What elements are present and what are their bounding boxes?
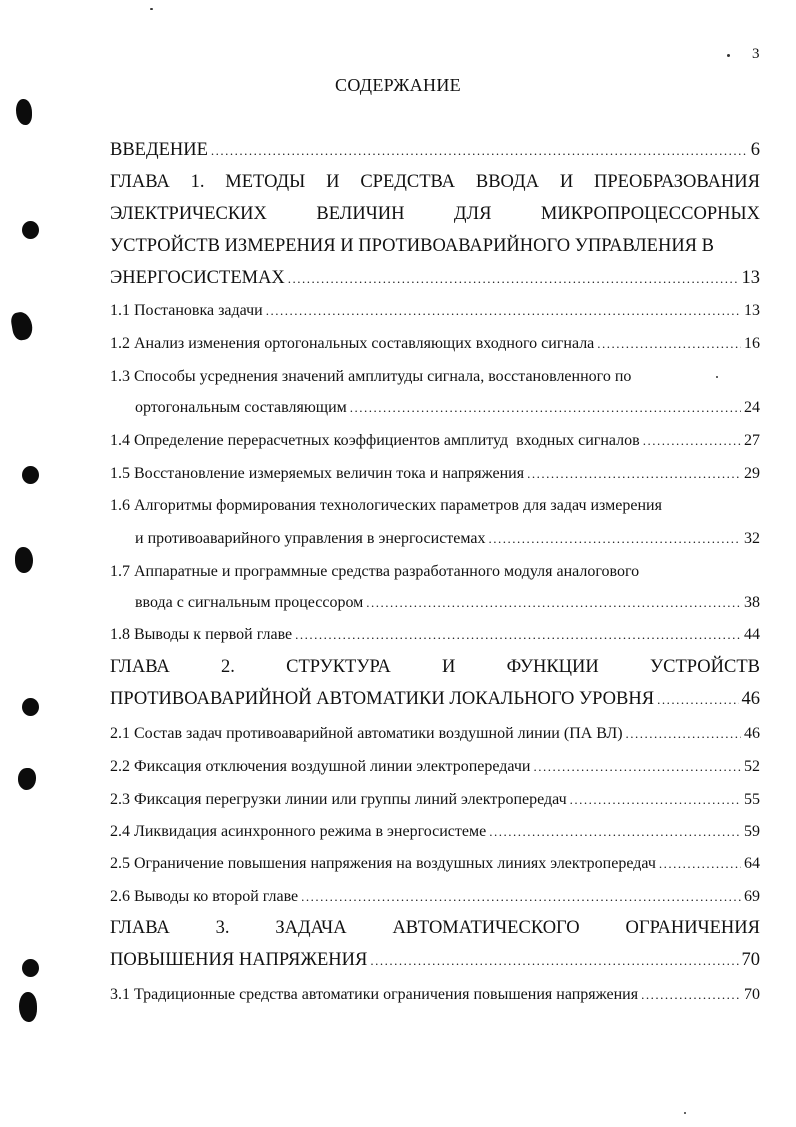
leader-dots [570, 792, 741, 808]
word: 1. [190, 172, 205, 192]
toc-chapter-1-line-2[interactable] [110, 204, 760, 225]
leader-dots [370, 953, 738, 969]
word: МИКРОПРОЦЕССОРНЫХ [540, 204, 760, 224]
punch-hole-mark [22, 698, 39, 716]
toc-entry-2-6[interactable] [110, 888, 760, 906]
word: МЕТОДЫ [225, 172, 306, 192]
toc-entry-1-1[interactable] [110, 302, 760, 320]
page-number: 3 [752, 46, 760, 62]
leader-dots [301, 889, 741, 905]
toc-entry-2-4[interactable] [110, 823, 760, 841]
toc-page-number: 24 [744, 399, 760, 416]
toc-page-number: 70 [744, 986, 760, 1003]
leader-dots [657, 692, 738, 708]
leader-dots [366, 595, 741, 611]
toc-page-number: 52 [744, 758, 760, 775]
word: ОГРАНИЧЕНИЯ [625, 918, 760, 938]
word: ПРЕОБРАЗОВАНИЯ [594, 172, 760, 192]
word: ВЕЛИЧИН [316, 204, 405, 224]
word: ГЛАВА [110, 172, 170, 192]
toc-entry-3-1[interactable] [110, 986, 760, 1004]
toc-page-number: 16 [744, 335, 760, 352]
toc-entry-text: 2.5 Ограничение повышения напряжения на воздушных линиях электропередач [110, 855, 656, 872]
toc-entry-1-3-line-1[interactable]: 1.3 Способы усреднения значений амплитуды сигнала, восстановленного по [110, 368, 632, 385]
toc-chapter-1-line-3[interactable]: УСТРОЙСТВ ИЗМЕРЕНИЯ И ПРОТИВОАВАРИЙНОГО УПРАВЛЕНИЯ В [110, 236, 714, 256]
toc-chapter-2-line-2[interactable] [110, 689, 760, 710]
leader-dots [533, 759, 741, 775]
toc-entry-2-3[interactable] [110, 791, 760, 809]
toc-chapter-1-line-1[interactable] [110, 172, 760, 193]
word: СТРУКТУРА [286, 657, 391, 677]
punch-hole-mark [15, 547, 33, 573]
toc-entry-text: 1.8 Выводы к первой главе [110, 626, 293, 643]
word: 3. [215, 918, 230, 938]
toc-entry-1-5[interactable] [110, 465, 760, 483]
toc-entry-text: ВВЕДЕНИЕ [110, 140, 208, 160]
toc-entry-intro[interactable] [110, 140, 760, 161]
toc-entry-text: ЭНЕРГОСИСТЕМАХ [110, 268, 285, 288]
word: СРЕДСТВА [360, 172, 456, 192]
toc-page-number: 6 [750, 140, 760, 160]
punch-hole-mark [22, 466, 39, 484]
toc-page-number: 29 [744, 465, 760, 482]
punch-hole-mark [16, 99, 32, 125]
toc-page-number: 46 [744, 725, 760, 742]
leader-dots [643, 433, 741, 449]
toc-page-number: 13 [741, 268, 760, 288]
toc-page-number: 64 [744, 855, 760, 872]
toc-page-number: 70 [741, 950, 760, 970]
toc-page-number: 44 [744, 626, 760, 643]
toc-entry-1-7-line-2[interactable] [135, 594, 760, 612]
word: ЗАДАЧА [275, 918, 347, 938]
leader-dots [288, 271, 739, 287]
toc-entry-text: 2.3 Фиксация перегрузки линии или группы линий электропередач [110, 791, 567, 808]
leader-dots [597, 336, 741, 352]
toc-page-number: 46 [741, 689, 760, 709]
toc-entry-2-2[interactable] [110, 758, 760, 776]
toc-chapter-3-line-2[interactable] [110, 950, 760, 971]
toc-entry-text: 1.2 Анализ изменения ортогональных составляющих входного сигнала [110, 335, 595, 352]
toc-entry-text: ПОВЫШЕНИЯ НАПРЯЖЕНИЯ [110, 950, 368, 970]
punch-hole-mark [22, 221, 39, 239]
word: 2. [221, 657, 235, 677]
speck [716, 376, 718, 378]
toc-entry-text: 2.2 Фиксация отключения воздушной линии электропередачи [110, 758, 531, 775]
toc-entry-text: 3.1 Традиционные средства автоматики ограничения повышения напряжения [110, 986, 639, 1003]
word: И [326, 172, 340, 192]
toc-entry-text: и противоаварийного управления в энергосистемах [135, 530, 486, 547]
leader-dots [659, 856, 741, 872]
toc-entry-1-2[interactable] [110, 335, 760, 353]
toc-entry-text: 1.4 Определение перерасчетных коэффициентов амплитуд входных сигналов [110, 432, 640, 449]
word: ЭЛЕКТРИЧЕСКИХ [110, 204, 267, 224]
word: ГЛАВА [110, 657, 170, 677]
word: ВВОДА [475, 172, 539, 192]
word: АВТОМАТИЧЕСКОГО [392, 918, 580, 938]
speck [727, 54, 730, 57]
word: ГЛАВА [110, 918, 170, 938]
leader-dots [266, 303, 741, 319]
toc-entry-text: 1.1 Постановка задачи [110, 302, 263, 319]
leader-dots [489, 531, 741, 547]
toc-entry-1-7-line-1[interactable]: 1.7 Аппаратные и программные средства разработанного модуля аналогового [110, 563, 640, 580]
word: УСТРОЙСТВ [650, 657, 760, 677]
toc-chapter-1-line-4[interactable] [110, 268, 760, 289]
toc-entry-text: 1.5 Восстановление измеряемых величин тока и напряжения [110, 465, 525, 482]
leader-dots [527, 466, 741, 482]
leader-dots [641, 987, 741, 1003]
leader-dots [295, 627, 741, 643]
punch-hole-mark [19, 992, 37, 1022]
leader-dots [211, 143, 748, 159]
toc-page-number: 13 [744, 302, 760, 319]
toc-entry-1-6-line-2[interactable] [135, 530, 760, 548]
toc-entry-text: 2.4 Ликвидация асинхронного режима в энергосистеме [110, 823, 487, 840]
speck [684, 1112, 686, 1114]
leader-dots [489, 824, 741, 840]
page-title: СОДЕРЖАНИЕ [335, 75, 461, 95]
toc-entry-1-4[interactable] [110, 432, 760, 450]
toc-chapter-2-line-1[interactable] [110, 657, 760, 678]
toc-entry-1-8[interactable] [110, 626, 760, 644]
toc-page-number: 32 [744, 530, 760, 547]
word: ДЛЯ [453, 204, 492, 224]
toc-entry-1-6-line-1[interactable]: 1.6 Алгоритмы формирования технологических параметров для задач измерения [110, 497, 662, 514]
toc-page-number: 69 [744, 888, 760, 905]
toc-page-number: 38 [744, 594, 760, 611]
toc-entry-2-5[interactable] [110, 855, 760, 873]
leader-dots [350, 400, 741, 416]
toc-page-number: 27 [744, 432, 760, 449]
word: И [559, 172, 574, 192]
punch-hole-mark [22, 959, 39, 977]
leader-dots [626, 726, 741, 742]
toc-entry-1-3-line-2[interactable] [135, 399, 760, 417]
toc-page-number: 59 [744, 823, 760, 840]
toc-entry-text: ортогональным составляющим [135, 399, 347, 416]
speck [150, 8, 153, 10]
toc-page-number: 55 [744, 791, 760, 808]
toc-entry-text: ПРОТИВОАВАРИЙНОЙ АВТОМАТИКИ ЛОКАЛЬНОГО УРОВНЯ [110, 689, 655, 709]
word: И [442, 657, 456, 677]
toc-entry-text: ввода с сигнальным процессором [135, 594, 364, 611]
toc-entry-text: 2.6 Выводы ко второй главе [110, 888, 299, 905]
word: ФУНКЦИИ [506, 657, 599, 677]
toc-entry-text: 2.1 Состав задач противоаварийной автоматики воздушной линии (ПА ВЛ) [110, 725, 623, 742]
toc-chapter-3-line-1[interactable] [110, 918, 760, 939]
toc-entry-2-1[interactable] [110, 725, 760, 743]
